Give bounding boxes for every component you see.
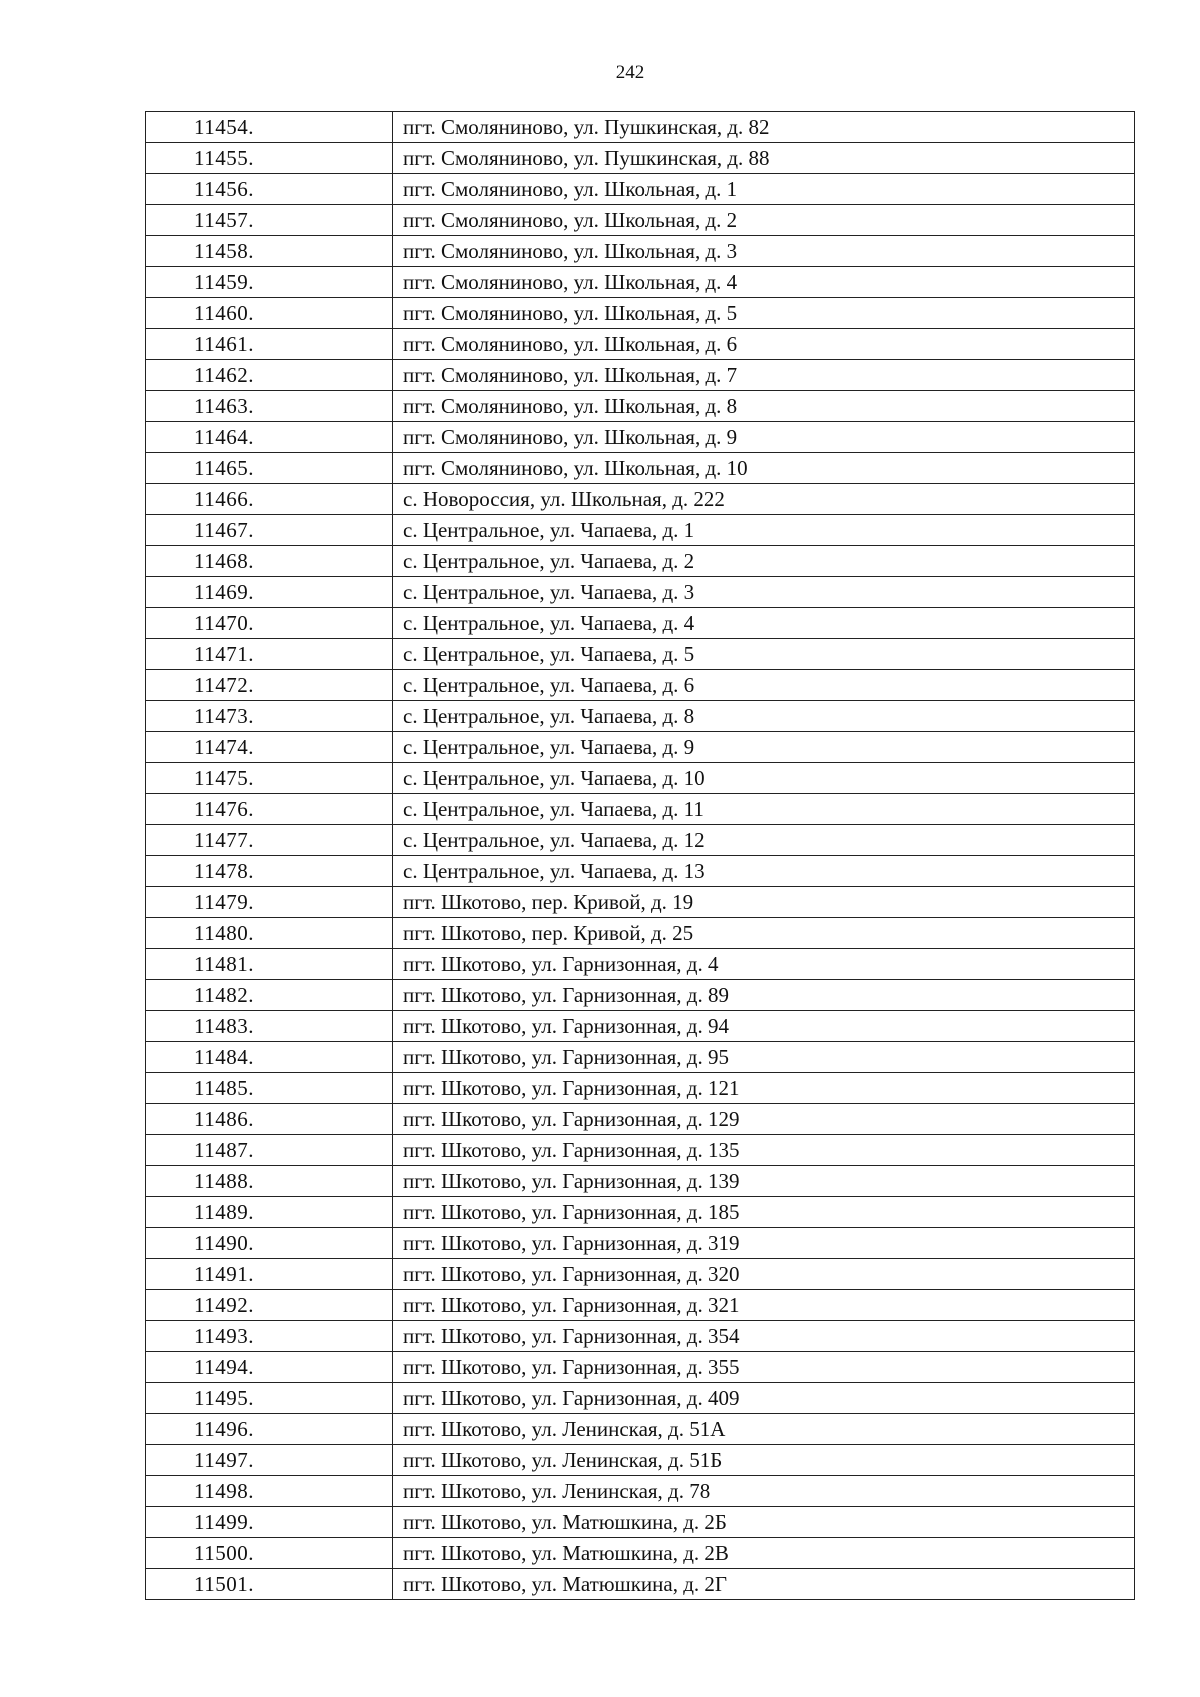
address-cell: пгт. Смоляниново, ул. Школьная, д. 9 — [393, 422, 1135, 453]
row-number-cell: 11492. — [146, 1290, 393, 1321]
table-row — [146, 360, 1135, 391]
row-number-cell: 11463. — [146, 391, 393, 422]
row-number-cell: 11473. — [146, 701, 393, 732]
row-number-cell: 11472. — [146, 670, 393, 701]
address-cell: с. Новороссия, ул. Школьная, д. 222 — [393, 484, 1135, 515]
row-number-cell: 11456. — [146, 174, 393, 205]
row-number-cell: 11470. — [146, 608, 393, 639]
address-cell: пгт. Шкотово, ул. Гарнизонная, д. 95 — [393, 1042, 1135, 1073]
row-number-cell: 11459. — [146, 267, 393, 298]
table-row — [146, 1042, 1135, 1073]
row-number-cell: 11477. — [146, 825, 393, 856]
row-number-cell: 11489. — [146, 1197, 393, 1228]
address-cell: пгт. Смоляниново, ул. Школьная, д. 5 — [393, 298, 1135, 329]
row-number-cell: 11457. — [146, 205, 393, 236]
address-cell: с. Центральное, ул. Чапаева, д. 8 — [393, 701, 1135, 732]
table-row — [146, 143, 1135, 174]
row-number-cell: 11483. — [146, 1011, 393, 1042]
table-row — [146, 1476, 1135, 1507]
row-number-cell: 11488. — [146, 1166, 393, 1197]
table-row — [146, 1228, 1135, 1259]
address-cell: с. Центральное, ул. Чапаева, д. 6 — [393, 670, 1135, 701]
address-cell: пгт. Шкотово, ул. Гарнизонная, д. 321 — [393, 1290, 1135, 1321]
address-cell: пгт. Шкотово, ул. Ленинская, д. 78 — [393, 1476, 1135, 1507]
address-cell: с. Центральное, ул. Чапаева, д. 1 — [393, 515, 1135, 546]
table-row — [146, 1507, 1135, 1538]
address-cell: с. Центральное, ул. Чапаева, д. 3 — [393, 577, 1135, 608]
row-number-cell: 11496. — [146, 1414, 393, 1445]
row-number-cell: 11475. — [146, 763, 393, 794]
address-cell: пгт. Шкотово, ул. Гарнизонная, д. 4 — [393, 949, 1135, 980]
row-number-cell: 11485. — [146, 1073, 393, 1104]
row-number-cell: 11493. — [146, 1321, 393, 1352]
row-number-cell: 11467. — [146, 515, 393, 546]
address-cell: пгт. Смоляниново, ул. Пушкинская, д. 82 — [393, 112, 1135, 143]
table-row — [146, 1383, 1135, 1414]
table-row — [146, 794, 1135, 825]
row-number-cell: 11498. — [146, 1476, 393, 1507]
row-number-cell: 11478. — [146, 856, 393, 887]
address-cell: пгт. Шкотово, пер. Кривой, д. 19 — [393, 887, 1135, 918]
row-number-cell: 11501. — [146, 1569, 393, 1600]
table-row — [146, 1197, 1135, 1228]
row-number-cell: 11471. — [146, 639, 393, 670]
row-number-cell: 11458. — [146, 236, 393, 267]
row-number-cell: 11482. — [146, 980, 393, 1011]
row-number-cell: 11469. — [146, 577, 393, 608]
address-cell: пгт. Шкотово, ул. Матюшкина, д. 2Г — [393, 1569, 1135, 1600]
table-row — [146, 1321, 1135, 1352]
address-cell: пгт. Смоляниново, ул. Школьная, д. 3 — [393, 236, 1135, 267]
table-row — [146, 484, 1135, 515]
table-row — [146, 670, 1135, 701]
row-number-cell: 11454. — [146, 112, 393, 143]
row-number-cell: 11460. — [146, 298, 393, 329]
address-cell: пгт. Смоляниново, ул. Школьная, д. 7 — [393, 360, 1135, 391]
table-row — [146, 1445, 1135, 1476]
table-row — [146, 732, 1135, 763]
address-cell: пгт. Шкотово, ул. Гарнизонная, д. 94 — [393, 1011, 1135, 1042]
table-row — [146, 701, 1135, 732]
address-cell: пгт. Шкотово, ул. Гарнизонная, д. 409 — [393, 1383, 1135, 1414]
table-row — [146, 1073, 1135, 1104]
address-cell: пгт. Смоляниново, ул. Школьная, д. 8 — [393, 391, 1135, 422]
table-row — [146, 1259, 1135, 1290]
table-row — [146, 949, 1135, 980]
table-row — [146, 639, 1135, 670]
address-cell: с. Центральное, ул. Чапаева, д. 5 — [393, 639, 1135, 670]
address-cell: пгт. Шкотово, ул. Гарнизонная, д. 139 — [393, 1166, 1135, 1197]
table-row — [146, 918, 1135, 949]
table-row — [146, 1290, 1135, 1321]
table-row — [146, 174, 1135, 205]
table-row — [146, 422, 1135, 453]
row-number-cell: 11487. — [146, 1135, 393, 1166]
table-row — [146, 329, 1135, 360]
page-number: 242 — [615, 62, 645, 83]
table-row — [146, 391, 1135, 422]
table-row — [146, 267, 1135, 298]
address-cell: пгт. Шкотово, ул. Гарнизонная, д. 89 — [393, 980, 1135, 1011]
address-cell: пгт. Шкотово, ул. Ленинская, д. 51Б — [393, 1445, 1135, 1476]
row-number-cell: 11455. — [146, 143, 393, 174]
row-number-cell: 11494. — [146, 1352, 393, 1383]
table-row — [146, 205, 1135, 236]
address-cell: с. Центральное, ул. Чапаева, д. 4 — [393, 608, 1135, 639]
table-row — [146, 1104, 1135, 1135]
table-row — [146, 112, 1135, 143]
address-cell: пгт. Смоляниново, ул. Школьная, д. 4 — [393, 267, 1135, 298]
address-cell: пгт. Смоляниново, ул. Школьная, д. 10 — [393, 453, 1135, 484]
row-number-cell: 11497. — [146, 1445, 393, 1476]
address-cell: с. Центральное, ул. Чапаева, д. 10 — [393, 763, 1135, 794]
address-table — [145, 111, 1135, 1600]
row-number-cell: 11491. — [146, 1259, 393, 1290]
table-row — [146, 856, 1135, 887]
address-cell: пгт. Смоляниново, ул. Школьная, д. 2 — [393, 205, 1135, 236]
address-cell: пгт. Шкотово, ул. Гарнизонная, д. 185 — [393, 1197, 1135, 1228]
table-row — [146, 1414, 1135, 1445]
address-cell: пгт. Смоляниново, ул. Школьная, д. 1 — [393, 174, 1135, 205]
row-number-cell: 11468. — [146, 546, 393, 577]
address-cell: с. Центральное, ул. Чапаева, д. 13 — [393, 856, 1135, 887]
table-row — [146, 1569, 1135, 1600]
row-number-cell: 11499. — [146, 1507, 393, 1538]
address-cell: пгт. Шкотово, ул. Гарнизонная, д. 121 — [393, 1073, 1135, 1104]
row-number-cell: 11479. — [146, 887, 393, 918]
address-cell: пгт. Шкотово, ул. Ленинская, д. 51А — [393, 1414, 1135, 1445]
row-number-cell: 11484. — [146, 1042, 393, 1073]
table-row — [146, 1352, 1135, 1383]
row-number-cell: 11476. — [146, 794, 393, 825]
row-number-cell: 11466. — [146, 484, 393, 515]
table-row — [146, 515, 1135, 546]
address-cell: с. Центральное, ул. Чапаева, д. 9 — [393, 732, 1135, 763]
row-number-cell: 11490. — [146, 1228, 393, 1259]
address-cell: пгт. Шкотово, ул. Гарнизонная, д. 135 — [393, 1135, 1135, 1166]
table-row — [146, 298, 1135, 329]
table-row — [146, 980, 1135, 1011]
row-number-cell: 11462. — [146, 360, 393, 391]
table-row — [146, 453, 1135, 484]
address-cell: с. Центральное, ул. Чапаева, д. 12 — [393, 825, 1135, 856]
address-cell: пгт. Шкотово, ул. Гарнизонная, д. 319 — [393, 1228, 1135, 1259]
row-number-cell: 11465. — [146, 453, 393, 484]
address-cell: пгт. Шкотово, пер. Кривой, д. 25 — [393, 918, 1135, 949]
table-row — [146, 763, 1135, 794]
address-cell: с. Центральное, ул. Чапаева, д. 11 — [393, 794, 1135, 825]
table-row — [146, 1011, 1135, 1042]
address-cell: пгт. Шкотово, ул. Гарнизонная, д. 129 — [393, 1104, 1135, 1135]
table-row — [146, 608, 1135, 639]
table-row — [146, 1166, 1135, 1197]
table-row — [146, 577, 1135, 608]
address-cell: пгт. Смоляниново, ул. Школьная, д. 6 — [393, 329, 1135, 360]
address-cell: пгт. Смоляниново, ул. Пушкинская, д. 88 — [393, 143, 1135, 174]
row-number-cell: 11474. — [146, 732, 393, 763]
row-number-cell: 11500. — [146, 1538, 393, 1569]
row-number-cell: 11480. — [146, 918, 393, 949]
row-number-cell: 11495. — [146, 1383, 393, 1414]
address-cell: пгт. Шкотово, ул. Матюшкина, д. 2В — [393, 1538, 1135, 1569]
table-row — [146, 1135, 1135, 1166]
table-row — [146, 1538, 1135, 1569]
address-cell: с. Центральное, ул. Чапаева, д. 2 — [393, 546, 1135, 577]
address-cell: пгт. Шкотово, ул. Гарнизонная, д. 354 — [393, 1321, 1135, 1352]
table-row — [146, 825, 1135, 856]
row-number-cell: 11486. — [146, 1104, 393, 1135]
row-number-cell: 11461. — [146, 329, 393, 360]
table-row — [146, 546, 1135, 577]
table-row — [146, 236, 1135, 267]
address-cell: пгт. Шкотово, ул. Матюшкина, д. 2Б — [393, 1507, 1135, 1538]
row-number-cell: 11464. — [146, 422, 393, 453]
address-table-body — [146, 112, 1135, 1600]
address-cell: пгт. Шкотово, ул. Гарнизонная, д. 320 — [393, 1259, 1135, 1290]
row-number-cell: 11481. — [146, 949, 393, 980]
address-cell: пгт. Шкотово, ул. Гарнизонная, д. 355 — [393, 1352, 1135, 1383]
table-row — [146, 887, 1135, 918]
